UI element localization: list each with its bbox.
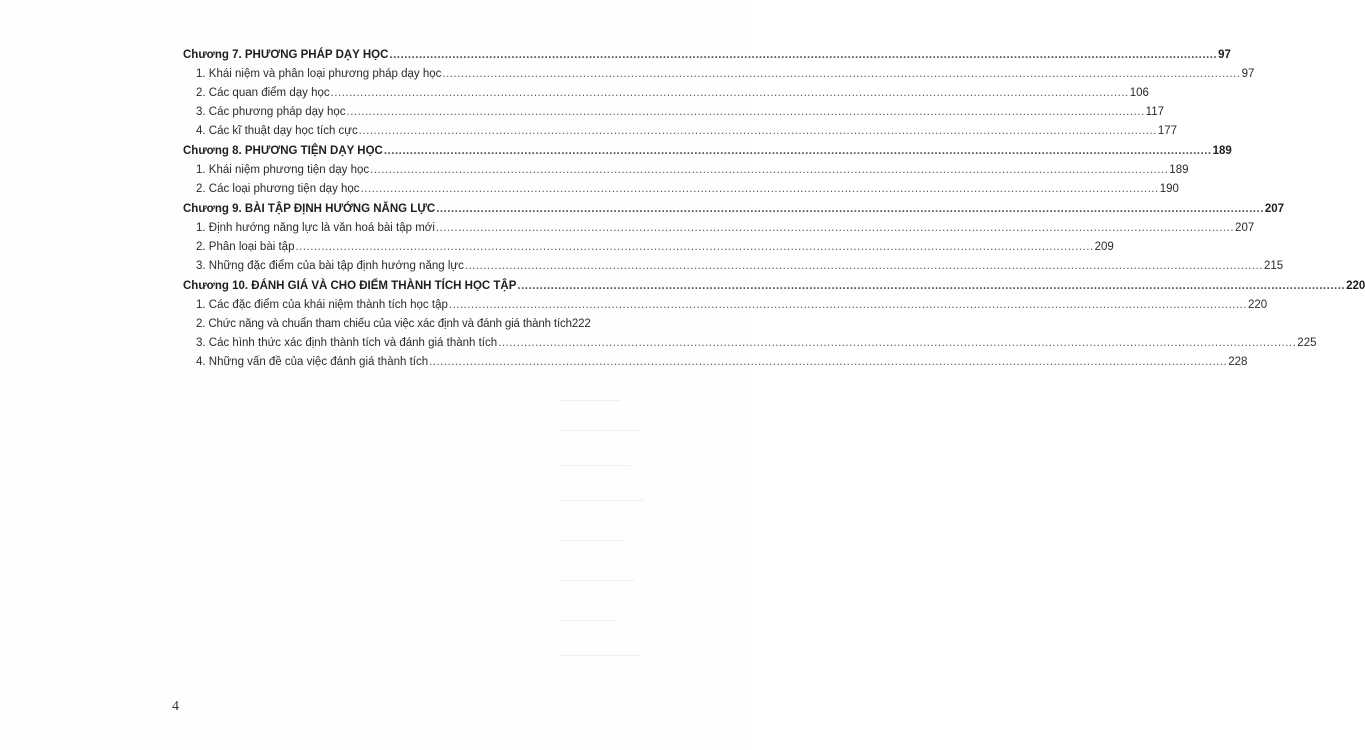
dot-leader: [361, 180, 1159, 199]
show-through-texture: [560, 390, 650, 680]
item-page-number: 222: [571, 318, 591, 330]
toc-item: [183, 296, 1268, 315]
chapter-page-number: 220: [1346, 280, 1365, 292]
item-title: 4. Những vấn đề của việc đánh giá thành tích: [196, 356, 429, 368]
toc-item: [183, 180, 1179, 199]
item-page-number: 177: [1157, 125, 1178, 137]
toc-item: [183, 84, 1149, 103]
dot-leader: [347, 103, 1145, 122]
chapter-page-number: 97: [1218, 49, 1231, 61]
toc-chapter-10: [183, 277, 1365, 296]
chapter-page-number: 189: [1212, 145, 1232, 157]
item-title: 1. Định hướng năng lực là văn hoá bài tập mới: [196, 222, 435, 234]
dot-leader: [436, 219, 1234, 238]
toc-item: [183, 161, 1189, 180]
toc-chapter-7: [183, 46, 1231, 65]
dot-leader: [295, 238, 1093, 257]
item-title: 1. Các đặc điểm của khái niệm thành tích học tập: [196, 299, 448, 311]
item-page-number: 190: [1159, 183, 1179, 195]
item-title: 2. Các quan điểm dạy học: [196, 87, 330, 99]
item-title: 2. Phân loại bài tập: [196, 241, 295, 253]
toc-item: [183, 103, 1164, 122]
chapter-title: Chương 8. PHƯƠNG TIỆN DẠY HỌC: [183, 145, 383, 157]
dot-leader: [331, 84, 1129, 103]
dot-leader: [517, 277, 1345, 296]
item-title: 2. Chức năng và chuẩn tham chiếu của việc xác định và đánh giá thành tích: [196, 318, 572, 330]
toc-item: [183, 315, 608, 334]
toc-item: [183, 238, 1114, 257]
item-title: 1. Khái niệm phương tiện dạy học: [196, 164, 370, 176]
dot-leader: [436, 200, 1264, 219]
chapter-title: Chương 9. BÀI TẬP ĐỊNH HƯỚNG NĂNG LỰC: [183, 203, 436, 215]
chapter-title: Chương 10. ĐÁNH GIÁ VÀ CHO ĐIỂM THÀNH TÍCH HỌC TẬP: [183, 280, 517, 292]
item-page-number: 209: [1094, 241, 1114, 253]
item-page-number: 228: [1228, 356, 1248, 368]
item-page-number: 207: [1235, 222, 1255, 234]
page-number: 4: [172, 699, 179, 714]
item-page-number: 215: [1263, 260, 1284, 272]
item-page-number: 220: [1248, 299, 1268, 311]
dot-leader: [389, 46, 1217, 65]
dot-leader: [465, 257, 1263, 276]
dot-leader: [429, 353, 1227, 372]
chapter-page-number: 207: [1264, 203, 1285, 215]
item-page-number: 189: [1169, 164, 1189, 176]
chapter-title: Chương 7. PHƯƠNG PHÁP DẠY HỌC: [183, 49, 389, 61]
item-title: 3. Các hình thức xác định thành tích và đánh giá thành tích: [196, 337, 498, 349]
item-page-number: 117: [1145, 106, 1164, 118]
item-title: 3. Các phương pháp dạy học: [196, 106, 346, 118]
dot-leader: [359, 122, 1157, 141]
dot-leader: [442, 65, 1240, 84]
toc-chapter-9: [183, 200, 1285, 219]
dot-leader: [370, 161, 1168, 180]
item-title: 4. Các kĩ thuật dạy học tích cực: [196, 125, 358, 137]
item-page-number: 225: [1297, 337, 1317, 349]
item-title: 2. Các loại phương tiện dạy học: [196, 183, 360, 195]
item-title: 1. Khái niệm và phân loại phương pháp dạy học: [196, 68, 442, 80]
dot-leader: [449, 296, 1247, 315]
table-of-contents: [183, 46, 1365, 372]
toc-item: [183, 219, 1255, 238]
dot-leader: [498, 334, 1296, 353]
toc-item: [183, 122, 1178, 141]
toc-chapter-8: [183, 142, 1232, 161]
toc-item: [183, 257, 1284, 276]
toc-item: [183, 334, 1317, 353]
item-title: 3. Những đặc điểm của bài tập định hướng năng lực: [196, 260, 464, 272]
item-page-number: 97: [1241, 68, 1255, 80]
toc-item: [183, 353, 1248, 372]
toc-item: [183, 65, 1255, 84]
dot-leader: [384, 142, 1212, 161]
item-page-number: 106: [1129, 87, 1149, 99]
